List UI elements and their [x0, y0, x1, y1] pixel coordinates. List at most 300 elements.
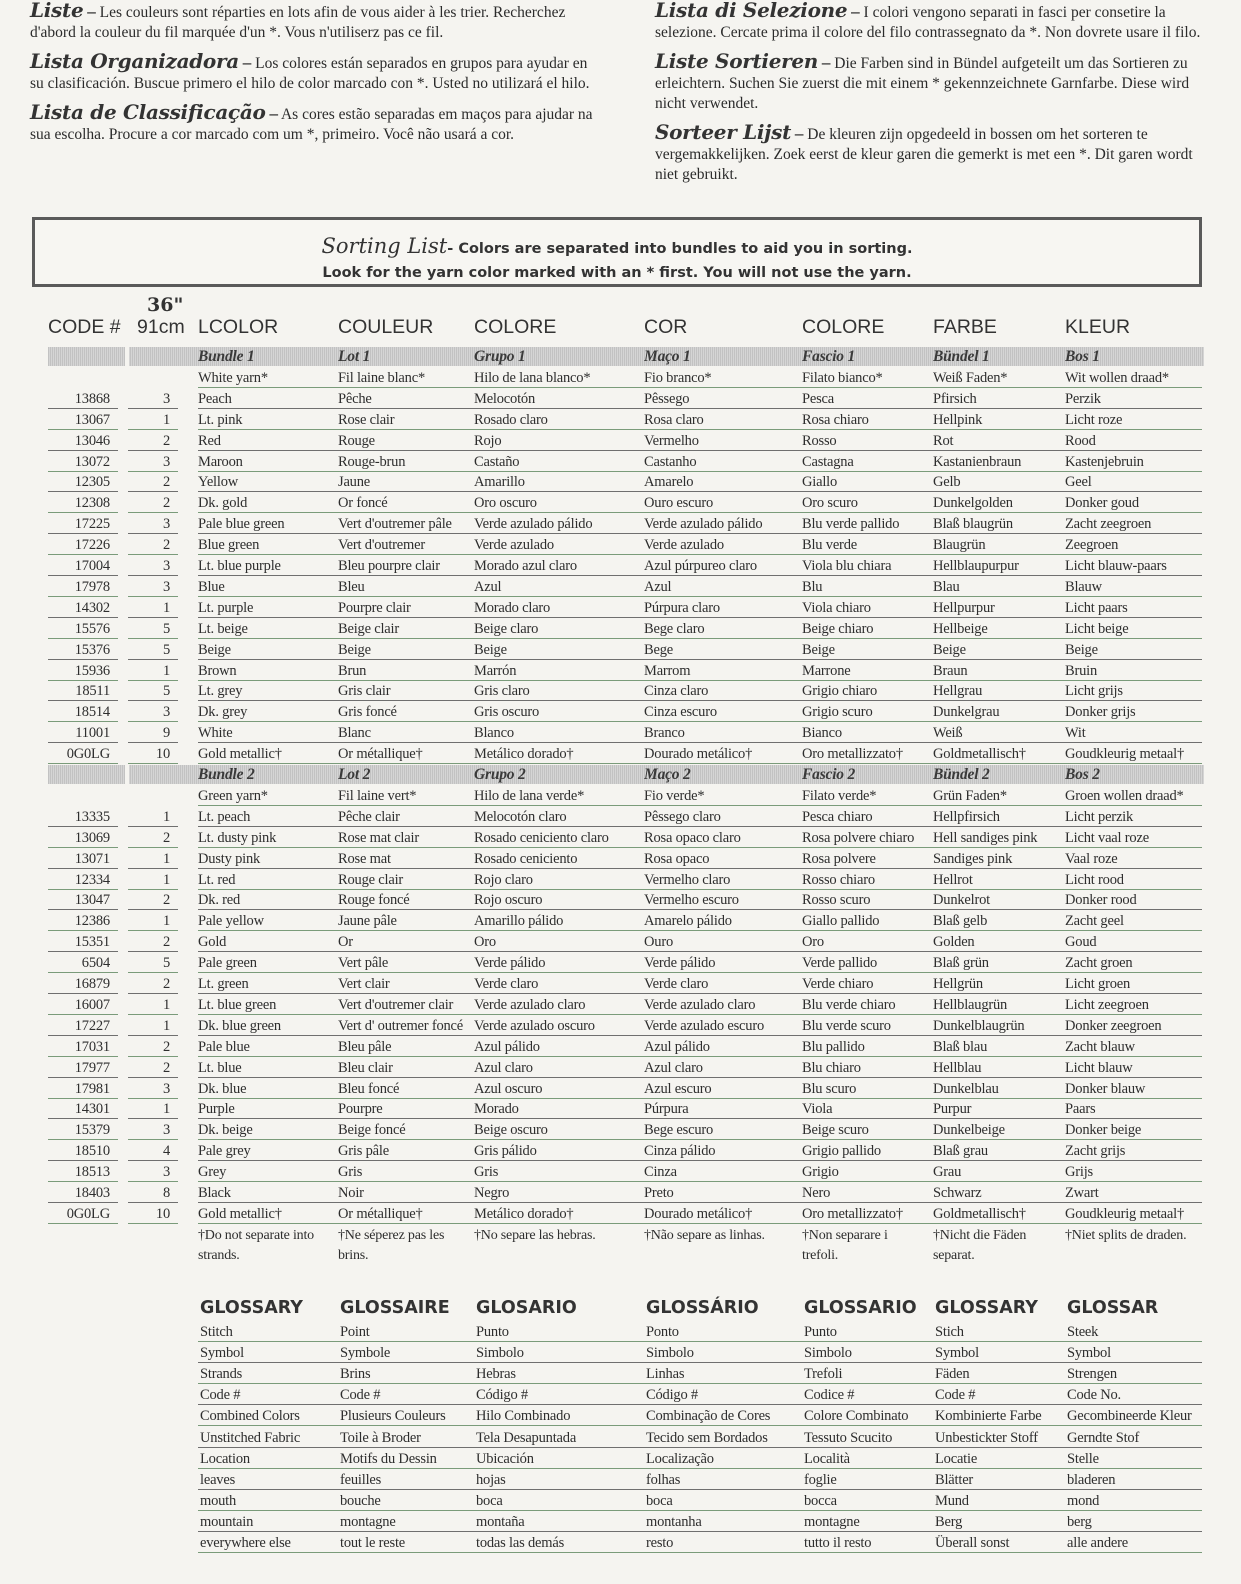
- intro-text: Die Farben sind in Bündel aufgeteilt um das Sortieren zu erleichtern. Suchen Sie zuerst die mit einem * gekennzeichnete Garnfarbe. Diese wird nicht verwendet.: [655, 55, 1190, 112]
- intro-right-column: [655, 0, 1215, 193]
- cell-dutch: Bos 2: [1065, 766, 1100, 783]
- cell-english: Bundle 1: [198, 348, 255, 365]
- code-cell: 14301: [74, 1101, 110, 1118]
- intro-dash: –: [242, 53, 252, 72]
- cell-english: Lt. blue: [198, 1059, 242, 1076]
- cell-spanish: Azul claro: [474, 1059, 533, 1076]
- glossary-header-german: GLOSSARY: [935, 1298, 1038, 1318]
- cell-dutch: Zwart: [1065, 1185, 1099, 1201]
- glossary-cell-portuguese: montanha: [646, 1513, 702, 1530]
- cell-portuguese: Verde azulado pálido: [644, 516, 763, 533]
- glossary-cell-spanish: Simbolo: [476, 1345, 524, 1362]
- cell-german: Goldmetallisch†: [933, 1205, 1026, 1222]
- glossary-cell-french: bouche: [340, 1492, 381, 1509]
- cell-italian: Giallo: [802, 474, 838, 491]
- glossary-cell-english: everywhere else: [200, 1535, 291, 1551]
- table-row: [0, 513, 1241, 534]
- cell-spanish: Verde pálido: [474, 955, 546, 972]
- cell-dutch: Bos 1: [1065, 348, 1100, 365]
- intro-title: Liste Sortieren: [655, 49, 819, 73]
- cell-italian: Giallo pallido: [802, 913, 880, 930]
- cell-portuguese: Azul escuro: [644, 1080, 712, 1097]
- glossary-cell-dutch: berg: [1067, 1513, 1092, 1530]
- cell-english: White: [198, 725, 233, 742]
- glossary-cell-german: Berg: [935, 1513, 963, 1530]
- table-row: [0, 1140, 1241, 1161]
- cell-french: Fil laine vert*: [338, 787, 417, 804]
- length-cell: 1: [162, 1017, 170, 1034]
- cell-english: Lt. pink: [198, 411, 243, 428]
- cell-spanish: Verde azulado claro: [474, 996, 586, 1013]
- glossary-header-dutch: GLOSSAR: [1067, 1298, 1159, 1318]
- cell-english: Lt. green: [198, 976, 249, 992]
- cell-italian: Viola chiaro: [802, 599, 871, 616]
- length-cell: 1: [162, 871, 170, 888]
- table-header: [0, 296, 1241, 346]
- cell-italian: Oro metallizzato†: [802, 746, 903, 763]
- cell-italian: Grigio pallido: [802, 1143, 881, 1160]
- cell-portuguese: Pêssego: [644, 390, 690, 407]
- length-cell: 5: [162, 955, 170, 972]
- cell-portuguese: Cinza claro: [644, 683, 709, 700]
- code-cell: [48, 785, 110, 806]
- cell-portuguese: Verde pálido: [644, 955, 716, 972]
- column-header-french: COULEUR: [338, 316, 434, 338]
- cell-spanish: Gris claro: [474, 683, 530, 700]
- intro-paragraph: [30, 51, 600, 94]
- cell-italian: Blu verde scuro: [802, 1017, 891, 1034]
- length-cell: 3: [162, 516, 170, 533]
- cell-german: Hellpink: [933, 411, 983, 428]
- cell-italian: Beige: [802, 641, 835, 658]
- code-rule: [48, 1223, 118, 1224]
- cell-portuguese: Dourado metálico†: [644, 1205, 753, 1222]
- cell-italian: Viola blu chiara: [802, 558, 892, 574]
- cell-french: Rouge clair: [338, 871, 404, 888]
- cell-spanish: Verde azulado: [474, 537, 554, 554]
- table-row: [0, 869, 1241, 890]
- cell-portuguese: Dourado metálico†: [644, 746, 753, 763]
- cell-english: Grey: [198, 1164, 227, 1181]
- cell-french: Gris foncé: [338, 704, 397, 721]
- code-cell: 16879: [74, 976, 110, 992]
- glossary-cell-french: Code #: [340, 1387, 381, 1404]
- glossary-cell-english: mountain: [200, 1513, 254, 1530]
- cell-italian: Blu pallido: [802, 1038, 865, 1055]
- cell-french: Or: [338, 934, 353, 951]
- cell-german: Hellpfirsich: [933, 808, 1000, 825]
- cell-portuguese: Maço 1: [644, 348, 691, 365]
- length-cell: 2: [162, 474, 170, 491]
- glossary-row: [0, 1448, 1241, 1469]
- glossary-cell-italian: Codice #: [804, 1387, 855, 1404]
- cell-dutch: Donker blauw: [1065, 1080, 1146, 1097]
- intro-title: Lista de Classificação: [30, 100, 266, 124]
- glossary-cell-german: Locatie: [935, 1450, 978, 1467]
- glossary-cell-french: tout le reste: [340, 1535, 406, 1551]
- table-row: [0, 660, 1241, 681]
- cell-english: Yellow: [198, 474, 239, 491]
- cell-spanish: Rojo oscuro: [474, 892, 543, 909]
- glossary-header-french: GLOSSAIRE: [340, 1298, 450, 1318]
- glossary-cell-italian: Località: [804, 1450, 850, 1467]
- cell-portuguese: Amarelo: [644, 474, 694, 491]
- glossary-cell-german: Blätter: [935, 1471, 974, 1488]
- cell-dutch: Perzik: [1065, 390, 1101, 407]
- cell-german: Blaugrün: [933, 537, 986, 554]
- length-cell: 1: [162, 1101, 170, 1118]
- cell-spanish: Hilo de lana blanco*: [474, 369, 591, 386]
- length-cell: 2: [162, 537, 170, 554]
- cell-dutch: Geel: [1065, 474, 1092, 491]
- glossary-cell-french: feuilles: [340, 1471, 382, 1488]
- cell-german: Hellblaupurpur: [933, 558, 1019, 574]
- glossary-cell-italian: Tessuto Scucito: [804, 1429, 893, 1446]
- cell-spanish: Marrón: [474, 662, 517, 679]
- footnote-english: †Do not separate into strands.: [198, 1227, 314, 1263]
- glossary-cell-german: Code #: [935, 1387, 976, 1404]
- length-cell: 2: [162, 1038, 170, 1055]
- code-cell: 14302: [74, 599, 110, 616]
- cell-german: Kastanienbraun: [933, 453, 1022, 470]
- column-header-dutch: KLEUR: [1065, 316, 1131, 338]
- cell-spanish: Oro: [474, 934, 496, 951]
- cell-german: Grau: [933, 1164, 962, 1181]
- table-row: [0, 409, 1241, 430]
- cell-english: Purple: [198, 1101, 235, 1118]
- cell-german: Bündel 1: [933, 348, 990, 365]
- cell-english: Dk. blue: [198, 1080, 247, 1097]
- cell-dutch: Donker goud: [1065, 495, 1139, 512]
- cell-english: Maroon: [198, 453, 243, 470]
- length-cell: 1: [162, 411, 170, 428]
- cell-french: Lot 1: [338, 348, 371, 365]
- glossary-cell-english: Stitch: [200, 1324, 233, 1340]
- table-row: [0, 680, 1241, 701]
- code-cell: 6504: [81, 955, 110, 972]
- cell-german: Bündel 2: [933, 766, 990, 783]
- cell-italian: Verde chiaro: [802, 976, 874, 992]
- cell-dutch: Donker beige: [1065, 1122, 1142, 1139]
- length-cell: 5: [162, 641, 170, 658]
- cell-english: Pale blue green: [198, 516, 285, 533]
- glossary-cell-portuguese: Localização: [646, 1450, 714, 1467]
- glossary-cell-spanish: hojas: [476, 1471, 506, 1488]
- footnote-italian: †Non separare i trefoli.: [802, 1227, 888, 1263]
- column-header-spanish: COLORE: [474, 316, 557, 338]
- cell-italian: Viola: [802, 1101, 833, 1118]
- cell-english: Pale blue: [198, 1038, 250, 1055]
- code-cell: 15576: [74, 620, 110, 637]
- cell-spanish: Beige oscuro: [474, 1122, 548, 1139]
- cell-spanish: Amarillo: [474, 474, 525, 491]
- glossary-cell-dutch: Steek: [1067, 1324, 1099, 1340]
- table-row: [0, 639, 1241, 660]
- intro-paragraph: [30, 102, 600, 145]
- cell-spanish: Oro oscuro: [474, 495, 537, 512]
- table-row: [0, 1098, 1241, 1119]
- cell-portuguese: Cinza escuro: [644, 704, 717, 721]
- cell-dutch: Zacht groen: [1065, 955, 1133, 972]
- table-row: [0, 806, 1241, 827]
- intro-text: I colori vengono separati in fasci per consetire la selezione. Cercate prima il colore del filo contrassegnato da *. Non dovrete usare il filo.: [655, 4, 1201, 41]
- length-cell: 1: [162, 662, 170, 679]
- glossary-cell-german: Stich: [935, 1324, 964, 1340]
- table-row: [0, 388, 1241, 409]
- glossary-cell-french: Symbole: [340, 1345, 391, 1362]
- glossary-cell-dutch: Gecombineerde Kleur: [1067, 1408, 1192, 1425]
- cell-portuguese: Púrpura: [644, 1101, 689, 1118]
- cell-german: Dunkelblaugrün: [933, 1017, 1025, 1034]
- cell-german: Golden: [933, 934, 975, 951]
- cell-dutch: Licht beige: [1065, 620, 1129, 637]
- glossary-cell-english: mouth: [200, 1492, 237, 1509]
- cell-french: Or métallique†: [338, 1205, 423, 1222]
- cell-dutch: Licht blauw-paars: [1065, 558, 1167, 574]
- cell-french: Vert d'outremer clair: [338, 996, 454, 1013]
- cell-italian: Pesca: [802, 390, 835, 407]
- length-cell: 4: [162, 1143, 170, 1160]
- cell-french: Gris pâle: [338, 1143, 389, 1160]
- cell-dutch: Blauw: [1065, 578, 1102, 595]
- cell-italian: Grigio scuro: [802, 704, 873, 721]
- cell-spanish: Beige: [474, 641, 507, 658]
- cell-french: Pêche: [338, 390, 372, 407]
- yarn-row: [0, 785, 1241, 806]
- code-cell: 17981: [74, 1080, 110, 1097]
- cell-french: Pourpre: [338, 1101, 383, 1118]
- intro-dash: –: [87, 2, 96, 21]
- cell-italian: Grigio chiaro: [802, 683, 878, 700]
- cell-english: Green yarn*: [198, 787, 268, 804]
- cell-english: Pale yellow: [198, 913, 264, 930]
- cell-spanish: Negro: [474, 1185, 510, 1201]
- cell-portuguese: Rosa opaco claro: [644, 829, 741, 846]
- intro-text: De kleuren zijn opgedeeld in bossen om het sorteren te vergemakkelijken. Zoek eerst de kleur garen die gemerkt is met een *. Dit garen wordt niet gebruikt.: [655, 126, 1193, 183]
- length-cell: 1: [162, 996, 170, 1013]
- code-cell: 17978: [74, 578, 110, 595]
- glossary-cell-portuguese: Simbolo: [646, 1345, 694, 1362]
- cell-english: Lt. dusty pink: [198, 829, 277, 846]
- cell-dutch: Goud: [1065, 934, 1097, 951]
- intro-dash: –: [794, 124, 804, 143]
- table-row: [0, 701, 1241, 722]
- glossary-row: [0, 1469, 1241, 1490]
- cell-portuguese: Bege escuro: [644, 1122, 714, 1139]
- cell-dutch: Licht paars: [1065, 599, 1128, 616]
- cell-english: Gold: [198, 934, 227, 951]
- code-cell: 18510: [74, 1143, 110, 1160]
- table-row: [0, 534, 1241, 555]
- cell-spanish: Azul pálido: [474, 1038, 540, 1055]
- code-cell: 18513: [74, 1164, 110, 1181]
- glossary-cell-portuguese: Código #: [646, 1387, 698, 1404]
- cell-spanish: Gris pálido: [474, 1143, 537, 1160]
- intro-text: As cores estão separadas em maços para ajudar na sua escolha. Procure a cor marcado com um *, primeiro. Você não usará a cor.: [30, 106, 593, 143]
- glossary-cell-french: Point: [340, 1324, 370, 1340]
- cell-german: Dunkelgrau: [933, 704, 1000, 721]
- intro-text: Los colores están separados en grupos para ayudar en su clasificación. Buscue primero el hilo de color marcado con *. Usted no utilizará el hilo.: [30, 55, 590, 92]
- bundle-band-gap: [125, 765, 129, 784]
- length-cell: 1: [162, 599, 170, 616]
- cell-french: Vert d'outremer pâle: [338, 516, 452, 533]
- cell-dutch: Beige: [1065, 641, 1098, 658]
- cell-spanish: Grupo 2: [474, 766, 526, 783]
- footnote-portuguese: †Não separe as linhas.: [644, 1227, 765, 1243]
- cell-english: Lt. beige: [198, 620, 248, 637]
- table-row: [0, 889, 1241, 910]
- length-cell: 2: [162, 1059, 170, 1076]
- glossary-cell-german: Unbestickter Stoff: [935, 1429, 1038, 1446]
- cell-spanish: Verde claro: [474, 976, 539, 992]
- cell-french: Bleu: [338, 578, 365, 595]
- glossary-cell-italian: tutto il resto: [804, 1535, 872, 1551]
- cell-english: White yarn*: [198, 369, 268, 386]
- cell-spanish: Azul: [474, 578, 502, 595]
- glossary-cell-portuguese: Ponto: [646, 1324, 679, 1340]
- cell-german: Hellbeige: [933, 620, 988, 637]
- cell-german: Hellgrün: [933, 976, 983, 992]
- cell-spanish: Hilo de lana verde*: [474, 787, 585, 804]
- cell-spanish: Gris oscuro: [474, 704, 540, 721]
- cell-french: Vert d' outremer foncé: [338, 1017, 464, 1034]
- cell-french: Or métallique†: [338, 746, 423, 763]
- cell-english: Pale grey: [198, 1143, 251, 1160]
- length-cell: 9: [162, 725, 170, 742]
- glossary-cell-italian: bocca: [804, 1492, 837, 1509]
- glossary-cell-spanish: boca: [476, 1492, 503, 1509]
- length-cell: 3: [162, 1080, 170, 1097]
- cell-dutch: Paars: [1065, 1101, 1096, 1118]
- cell-english: Lt. purple: [198, 599, 254, 616]
- code-cell: 17225: [74, 516, 110, 533]
- length-cell: 1: [162, 850, 170, 867]
- cell-portuguese: Cinza: [644, 1164, 677, 1181]
- cell-german: Hellrot: [933, 871, 973, 888]
- cell-english: Beige: [198, 641, 231, 658]
- cell-french: Bleu pâle: [338, 1038, 392, 1055]
- cell-italian: Blu verde pallido: [802, 516, 900, 533]
- cell-french: Beige foncé: [338, 1122, 406, 1139]
- cell-german: Dunkelblau: [933, 1080, 999, 1097]
- cell-dutch: Licht perzik: [1065, 808, 1134, 825]
- cell-italian: Grigio: [802, 1164, 839, 1181]
- cell-dutch: Zacht grijs: [1065, 1143, 1126, 1160]
- table-row: [0, 1078, 1241, 1099]
- code-cell: 17977: [74, 1059, 110, 1076]
- cell-italian: Beige scuro: [802, 1122, 869, 1139]
- cell-portuguese: Maço 2: [644, 766, 691, 783]
- bundle-header-row: [0, 346, 1241, 367]
- cell-spanish: Amarillo pálido: [474, 913, 564, 930]
- table-row: [0, 973, 1241, 994]
- cell-french: Beige: [338, 641, 371, 658]
- code-cell: 18511: [75, 683, 110, 700]
- glossary-cell-english: leaves: [200, 1471, 236, 1488]
- cell-english: Lt. peach: [198, 808, 251, 825]
- code-cell: 17227: [74, 1017, 110, 1034]
- cell-portuguese: Verde azulado: [644, 537, 724, 554]
- cell-french: Jaune: [338, 474, 371, 491]
- length-cell: 5: [162, 683, 170, 700]
- cell-dutch: Licht vaal roze: [1065, 829, 1149, 846]
- glossary-cell-german: Kombinierte Farbe: [935, 1408, 1042, 1425]
- column-header-italian: COLORE: [802, 316, 885, 338]
- cell-portuguese: Amarelo pálido: [644, 913, 732, 930]
- cell-italian: Rosa polvere chiaro: [802, 829, 915, 846]
- cell-french: Rouge: [338, 432, 375, 449]
- sorting-title: Sorting List: [321, 234, 448, 258]
- glossary-cell-spanish: Tela Desapuntada: [476, 1429, 577, 1446]
- intro-paragraph: [655, 0, 1215, 43]
- cell-german: Hellpurpur: [933, 599, 995, 616]
- cell-spanish: Metálico dorado†: [474, 1205, 574, 1222]
- cell-dutch: Bruin: [1065, 662, 1098, 679]
- length-rule: [128, 1223, 178, 1224]
- table-row: [0, 576, 1241, 597]
- cell-german: Blaß blau: [933, 1038, 988, 1055]
- length-cell: 2: [162, 976, 170, 992]
- cell-german: Pfirsich: [933, 390, 977, 407]
- cell-english: Pale green: [198, 955, 257, 972]
- cell-italian: Verde pallido: [802, 955, 878, 972]
- glossary-cell-italian: Punto: [804, 1324, 837, 1340]
- table-row: [0, 1161, 1241, 1182]
- code-cell: 17004: [74, 558, 110, 574]
- glossary-cell-portuguese: Linhas: [646, 1366, 685, 1383]
- length-cell: 2: [162, 892, 170, 909]
- cell-italian: Bianco: [802, 725, 842, 742]
- cell-portuguese: Ouro escuro: [644, 495, 714, 512]
- code-cell: 0G0LG: [66, 746, 110, 763]
- cell-italian: Marrone: [802, 662, 851, 679]
- cell-english: Dk. gold: [198, 495, 248, 512]
- glossary-cell-spanish: Ubicación: [476, 1450, 534, 1467]
- cell-german: Hell sandiges pink: [933, 829, 1038, 846]
- cell-english: Blue: [198, 578, 225, 595]
- code-cell: 15936: [74, 662, 110, 679]
- intro-paragraph: [655, 122, 1215, 185]
- length-header: 91cm: [137, 316, 185, 338]
- cell-german: Blau: [933, 578, 960, 595]
- cell-english: Blue green: [198, 537, 260, 554]
- cell-english: Lt. blue purple: [198, 558, 281, 574]
- cell-spanish: Morado: [474, 1101, 519, 1118]
- cell-portuguese: Bege claro: [644, 620, 705, 637]
- cell-portuguese: Azul pálido: [644, 1038, 710, 1055]
- cell-english: Gold metallic†: [198, 1205, 282, 1222]
- glossary-cell-english: Symbol: [200, 1345, 244, 1362]
- cell-italian: Castagna: [802, 453, 854, 470]
- glossary-row: [0, 1384, 1241, 1405]
- cell-dutch: Zeegroen: [1065, 537, 1119, 554]
- cell-english: Lt. red: [198, 871, 236, 888]
- cell-dutch: Goudkleurig metaal†: [1065, 1205, 1185, 1222]
- cell-spanish: Morado claro: [474, 599, 551, 616]
- cell-dutch: Donker zeegroen: [1065, 1017, 1162, 1034]
- cell-italian: Nero: [802, 1185, 831, 1201]
- cell-portuguese: Preto: [644, 1185, 674, 1201]
- sorting-line-2: Look for the yarn color marked with an * first. You will not use the yarn.: [322, 265, 912, 281]
- code-cell: 13072: [74, 453, 110, 470]
- cell-italian: Rosso chiaro: [802, 871, 875, 888]
- cell-portuguese: Marrom: [644, 662, 691, 679]
- cell-french: Gris: [338, 1164, 363, 1181]
- table-row: [0, 931, 1241, 952]
- code-cell: 17226: [74, 537, 110, 554]
- cell-portuguese: Azul púrpureo claro: [644, 558, 757, 574]
- cell-italian: Blu verde: [802, 537, 857, 554]
